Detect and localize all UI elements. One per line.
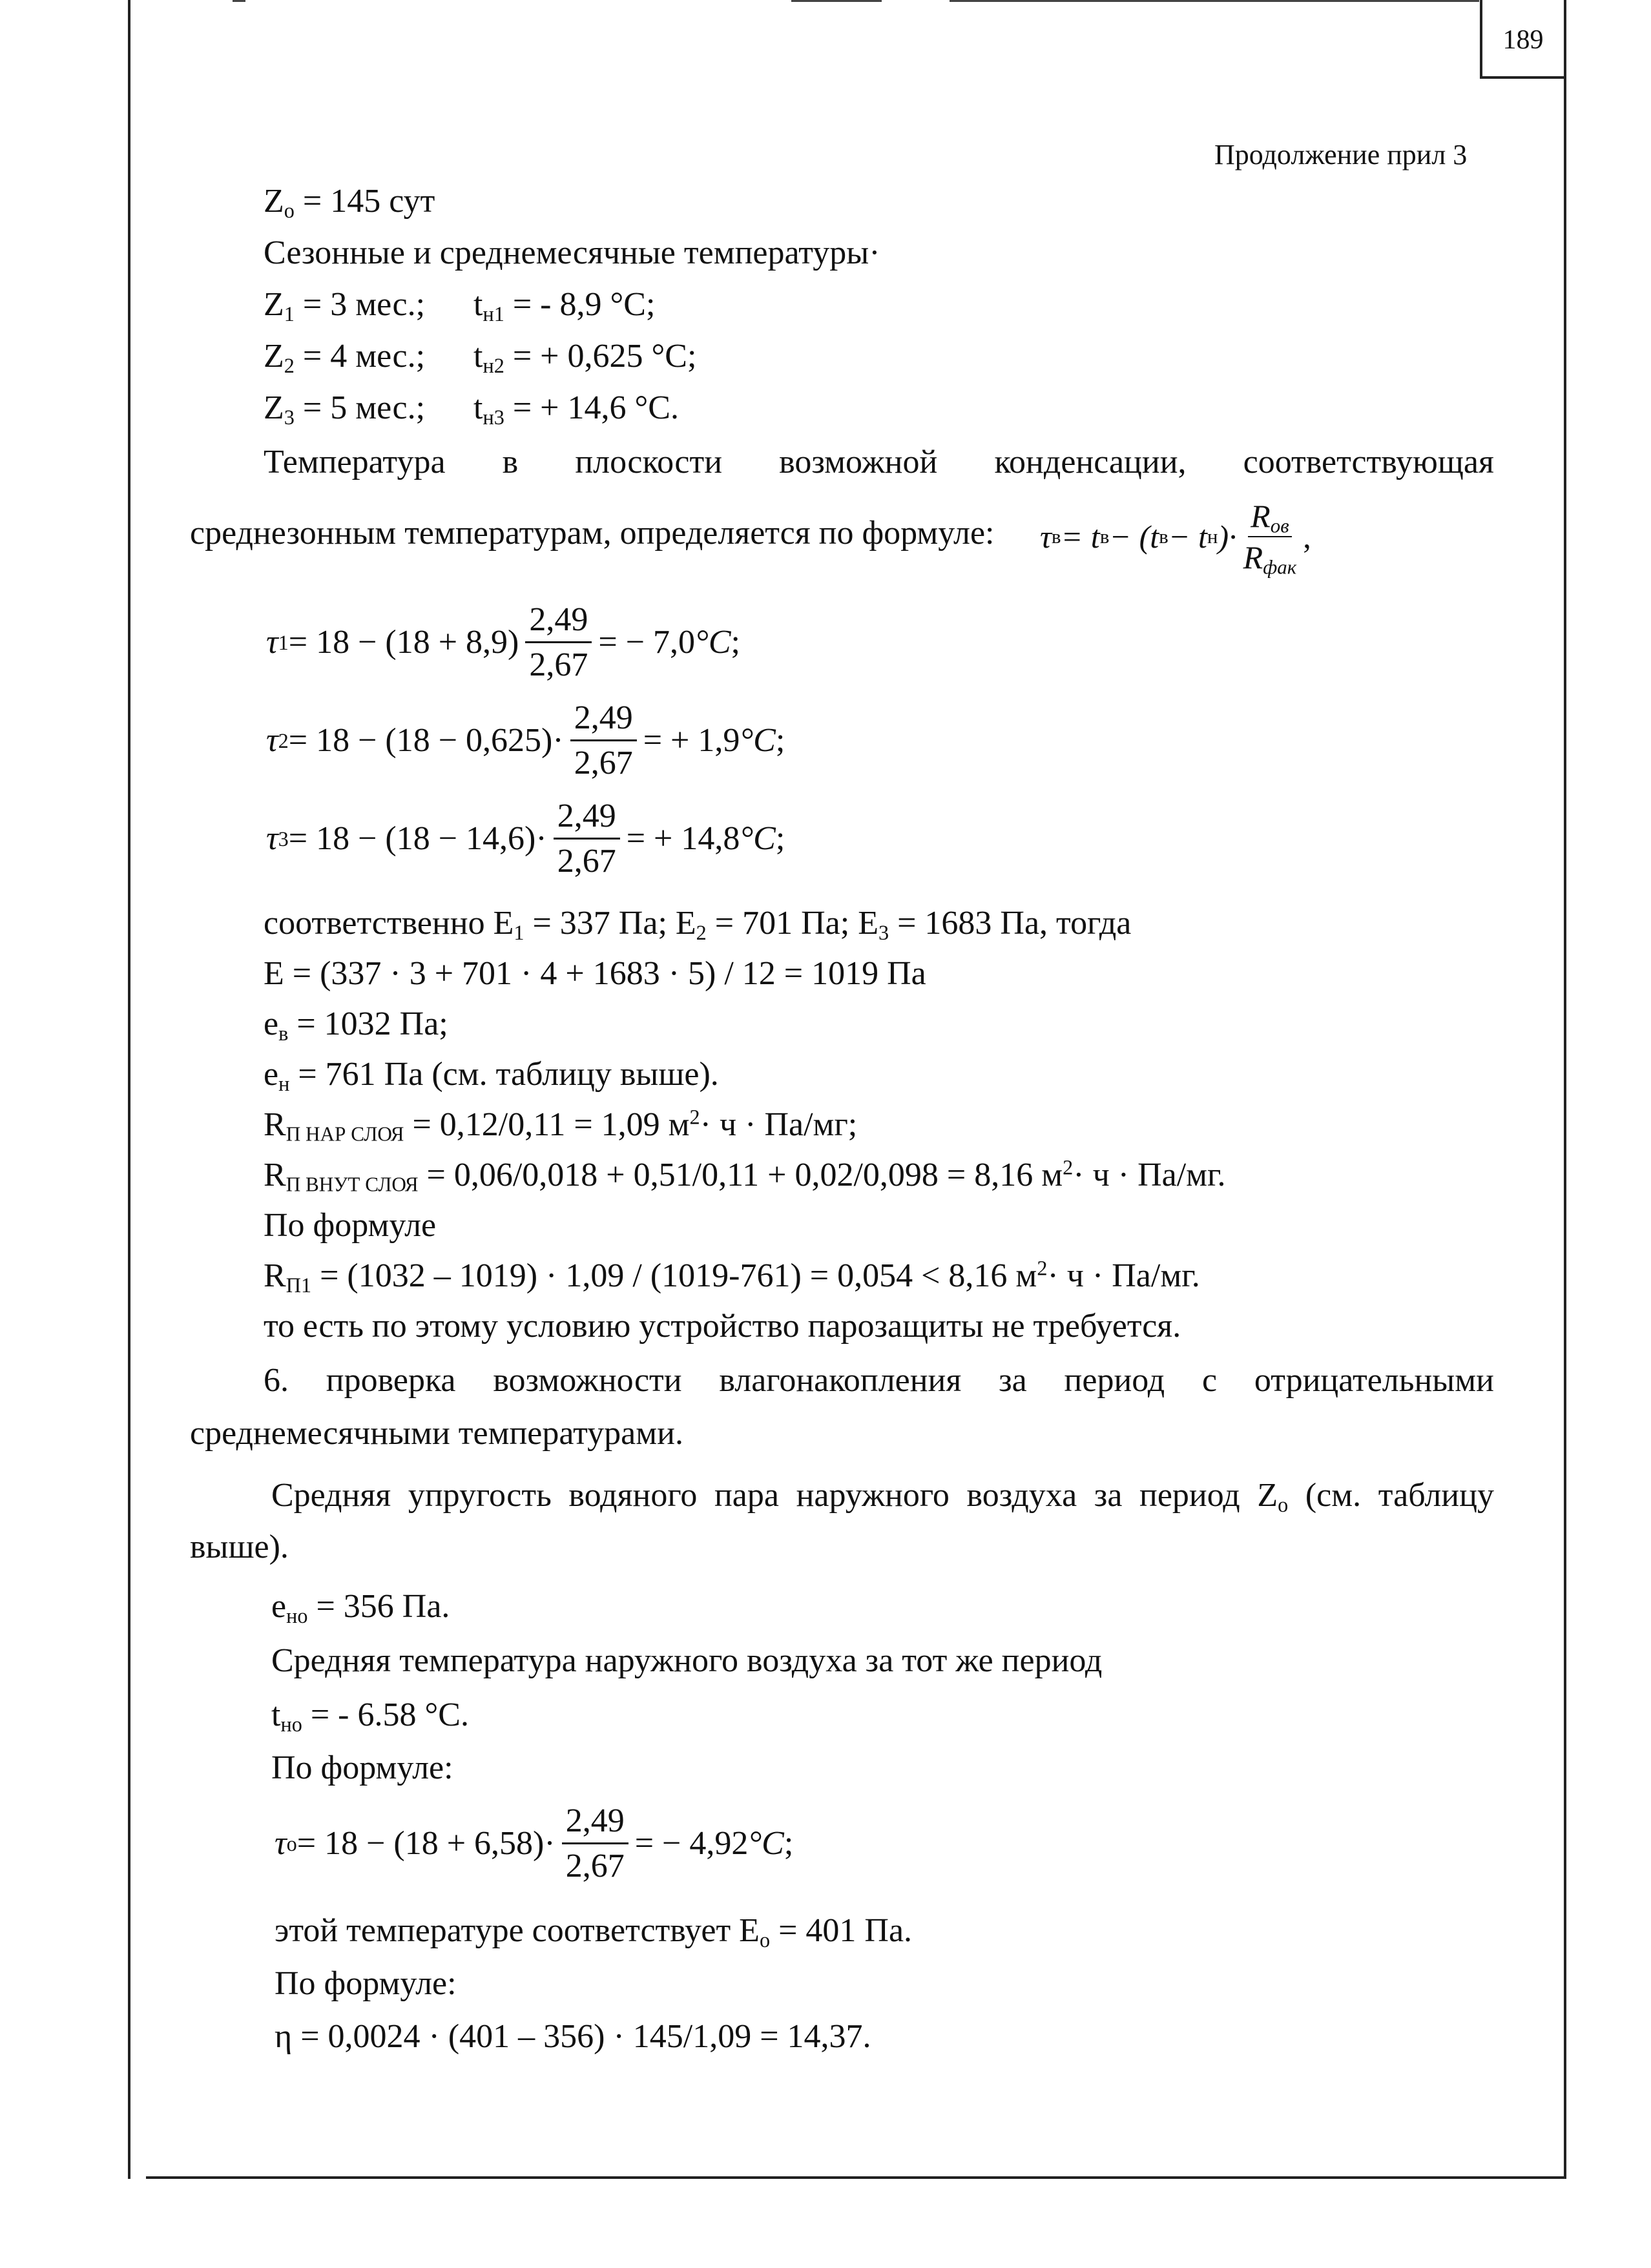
check-paragraph-line2: среднемесячными температурами. [190,1415,683,1452]
en-line: $e_н = 761$ Па (см. таблицу выше). [264,1056,719,1096]
avg-pressure-paragraph-line1: Средняя упругость водяного пара наружного воздуха за период $Z_о$ (см. таблицу [271,1477,1494,1517]
z3-line: $Z_3 = 5$ мес.; [264,389,426,429]
z1-line: $Z_1 = 3$ мес.; [264,286,426,326]
tno-line: $t_{но}$ = - 6.58 °C. [271,1696,469,1737]
page-number: 189 [1502,25,1544,55]
tau2-equation: τ 2 = 18 − (18 − 0,625)· $\frac{2,49}{2,67}$ = + 1,9 °C ; [266,699,785,781]
rp-inner-layer-line: $R_{П ВНУТ СЛОЯ} = 0,06/0,018 + 0,51/0,11 + 0,02/0,098 = 8,16$ $м^2\cdot ч \cdot Па/мг$. [264,1155,1226,1196]
general-formula: τ в = t в − (t в − t н )· $\frac{R_{ов}}{R_{фак}}$ , [1040,498,1311,579]
eta-line: η = 0,0024 · (401 – 356) · 145/1,09 = 14,37. [275,2018,871,2055]
e-average-line: E = (337 · 3 + 701 · 4 + 1683 · 5) / 12 = 1019 Па [264,955,926,992]
t3-line: $t_{н3}$ = + 14,6 °C. [473,389,679,429]
t2-line: $t_{н2}$ = + 0,625 °C; [473,338,697,378]
by-formula-label-2: По формуле: [271,1749,453,1786]
conclusion-line: то есть по этому условию устройство парозащиты не требуется. [264,1308,1181,1345]
avg-pressure-paragraph-line2: выше). [190,1529,289,1565]
eno-line: $e_{но} = 356$ Па. [271,1588,450,1628]
e-values-line: соответственно $E_1 = 337$ Па; $E_2 = 701$ Па; $E_3 = 1683$ Па, тогда [264,905,1132,945]
formula-intro: среднезонным температурам, определяется по формуле: [190,515,995,552]
rp1-line: $R_{П1} = (1032 - 1019) \cdot 1,09 / (1019-761) = 0,054 < 8,16$ $м^2\cdot ч \cdot Па/мг$. [264,1256,1200,1297]
seasonal-heading: Сезонные и среднемесячные температуры· [264,234,880,271]
continuation-label: Продолжение прил 3 [1214,139,1468,170]
top-edge-mark [233,0,245,2]
page-border-left [128,0,130,2179]
eo-line: этой температуре соответствует $E_o = 401$ Па. [275,1912,913,1952]
top-edge-mark [791,0,882,2]
top-edge-mark [950,0,1479,2]
avg-temp-line: Средняя температура наружного воздуха за тот же период [271,1642,1103,1679]
page-border-bottom [146,2176,1566,2179]
check-paragraph-line1: 6. проверка возможности влагонакопления за период с отрицательными [264,1362,1494,1399]
by-formula-label-3: По формуле: [275,1965,457,2002]
tau1-equation: τ 1 = 18 − (18 + 8,9) $\frac{2,49}{2,67}$ = − 7,0 °C ; [266,601,740,683]
page-border-right [1564,0,1566,2179]
t1-line: $t_{н1}$ = - 8,9 °C; [473,286,656,326]
tau0-equation: τ o = 18 − (18 + 6,58)· $\frac{2,49}{2,67}$ = − 4,92 °C ; [275,1802,794,1884]
page-number-box [1480,0,1564,79]
by-formula-label-1: По формуле [264,1207,437,1244]
z2-line: $Z_2 = 4$ мес.; [264,338,426,378]
ev-line: $e_в = 1032$ Па; [264,1005,448,1046]
temperature-paragraph-line1: Температура в плоскости возможной конденсации, соответствующая [264,444,1494,480]
formula-fraction: $\frac{R_{ов}}{R_{фак}}$ [1243,498,1297,579]
zo-line: $Z_o = 145$ сут [264,183,435,223]
tau3-equation: τ 3 = 18 − (18 − 14,6)· $\frac{2,49}{2,67}$ = + 14,8 °C ; [266,798,785,880]
rp-outer-layer-line: $R_{П НАР СЛОЯ} = 0,12/0,11 = 1,09$ $м^2\cdot ч \cdot Па/мг$; [264,1105,858,1146]
